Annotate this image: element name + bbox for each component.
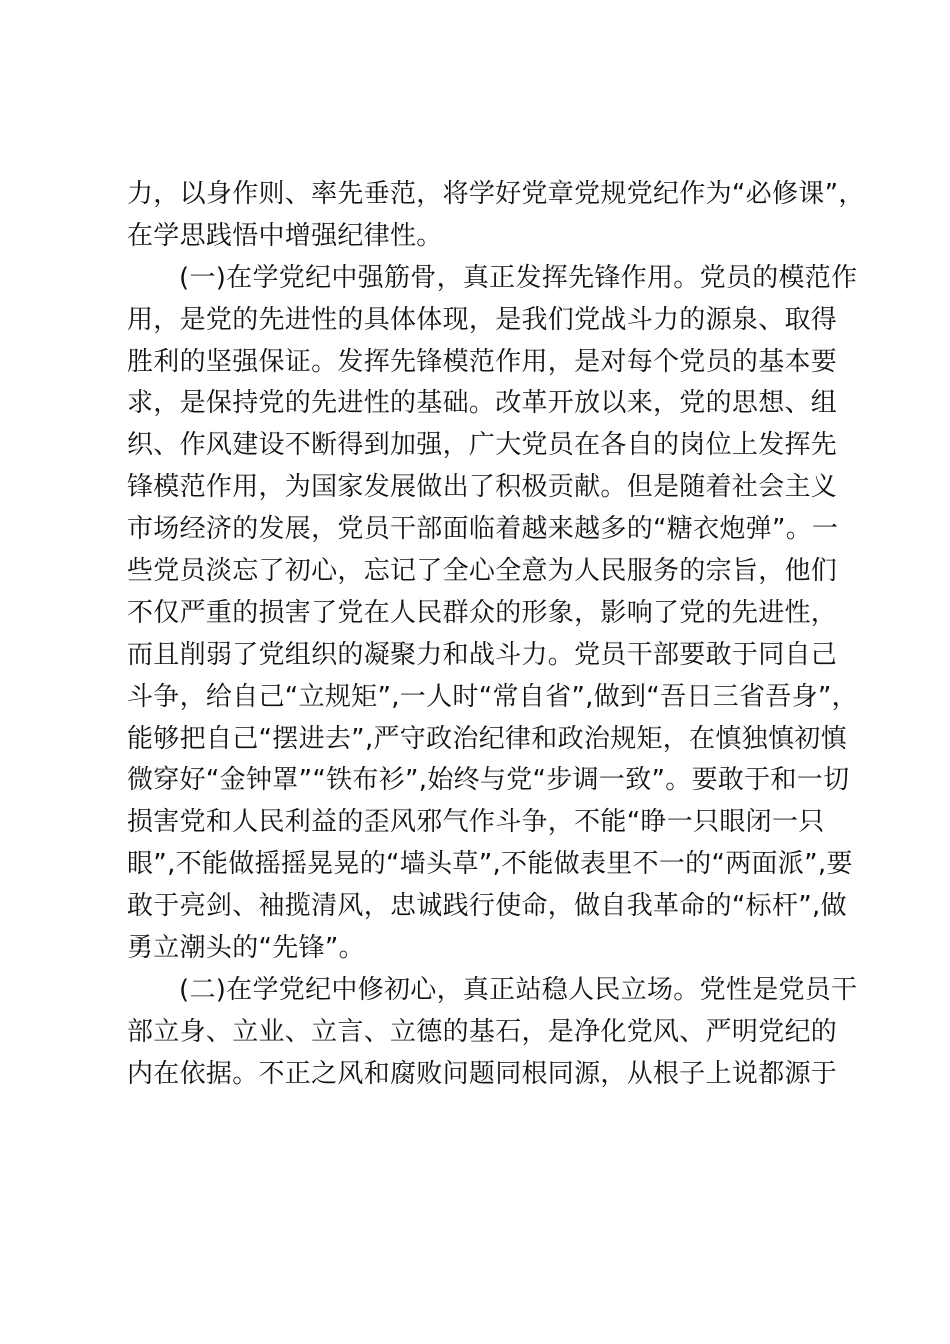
paragraph-continuation: [127, 174, 865, 258]
document-body: [127, 174, 865, 1096]
text-line: 眼”,不能做摇摇晃晃的“墙头草”,不能做表里不一的“两面派”,要: [127, 849, 853, 880]
text-line: 用，是党的先进性的具体体现，是我们党战斗力的源泉、取得: [127, 304, 838, 335]
text-line: 求，是保持党的先进性的基础。改革开放以来，党的思想、组: [127, 388, 838, 419]
text-line: 锋模范作用，为国家发展做出了积极贡献。但是随着社会主义: [127, 472, 838, 503]
text-line: 部立身、立业、立言、立德的基石，是净化党风、严明党纪的: [127, 1016, 838, 1047]
text-line: 损害党和人民利益的歪风邪气作斗争，不能“睁一只眼闭一只: [127, 807, 825, 838]
text-line: 在学思践悟中增强纪律性。: [127, 220, 443, 251]
text-line: 勇立潮头的“先锋”。: [127, 933, 365, 964]
text-line: 能够把自己“摆进去”,严守政治纪律和政治规矩，在慎独慎初慎: [127, 723, 847, 754]
paragraph-section-2: [127, 970, 858, 1096]
text-line: 些党员淡忘了初心，忘记了全心全意为人民服务的宗旨，他们: [127, 556, 838, 587]
text-line: 市场经济的发展，党员干部面临着越来越多的“糖衣炮弹”。一: [127, 514, 839, 545]
section-heading-line: (二)在学党纪中修初心，真正站稳人民立场。党性是党员干: [179, 974, 858, 1005]
text-line: 织、作风建设不断得到加强，广大党员在各自的岗位上发挥先: [127, 430, 838, 461]
paragraph-section-1: [127, 258, 858, 970]
text-line: 不仅严重的损害了党在人民群众的形象，影响了党的先进性，: [127, 597, 838, 628]
text-line: 力，以身作则、率先垂范，将学好党章党规党纪作为“必修课”，: [127, 179, 865, 209]
text-line: 敢于亮剑、袖揽清风，忠诚践行使命，做自我革命的“标杆”,做: [127, 891, 847, 922]
text-line: 斗争，给自己“立规矩”,一人时“常自省”,做到“吾日三省吾身”，: [127, 681, 858, 712]
text-line: 而且削弱了党组织的凝聚力和战斗力。党员干部要敢于同自己: [127, 639, 838, 670]
text-line: 内在依据。不正之风和腐败问题同根同源，从根子上说都源于: [127, 1058, 838, 1089]
text-line: 胜利的坚强保证。发挥先锋模范作用，是对每个党员的基本要: [127, 346, 838, 377]
section-heading-line: (一)在学党纪中强筋骨，真正发挥先锋作用。党员的模范作: [179, 262, 858, 293]
text-line: 微穿好“金钟罩”“铁布衫”,始终与党“步调一致”。要敢于和一切: [127, 765, 850, 796]
